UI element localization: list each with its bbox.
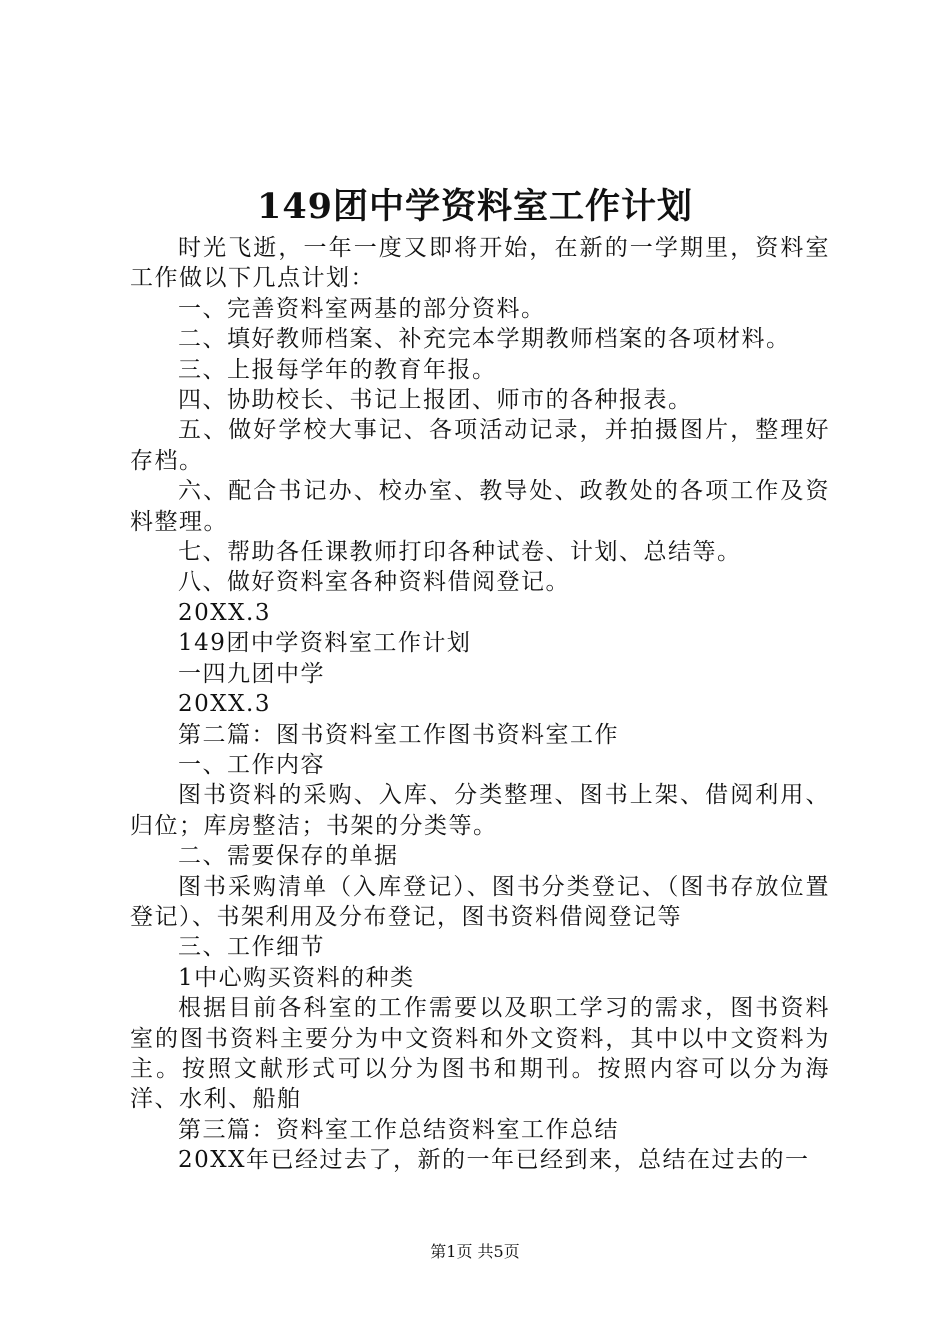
paragraph: 二、需要保存的单据	[178, 843, 399, 870]
paragraph: 四、协助校长、书记上报团、师市的各种报表。	[178, 387, 693, 414]
paragraph: 时光飞逝，一年一度又即将开始，在新的一学期里，资料室工作做以下几点计划：	[130, 235, 830, 292]
paragraph: 五、做好学校大事记、各项活动记录，并拍摄图片，整理好存档。	[130, 417, 830, 474]
paragraph: 图书采购清单（入库登记）、图书分类登记、（图书存放位置登记）、书架利用及分布登记，图书资料借阅登记等	[130, 873, 830, 930]
paragraph: 三、上报每学年的教育年报。	[178, 356, 497, 383]
document-title: 149团中学资料室工作计划	[256, 186, 694, 227]
paragraph: 20XX年已经过去了，新的一年已经到来，总结在过去的一	[178, 1147, 810, 1174]
paragraph: 八、做好资料室各种资料借阅登记。	[178, 569, 570, 596]
paragraph: 一、工作内容	[178, 751, 325, 778]
paragraph: 根据目前各科室的工作需要以及职工学习的需求，图书资料室的图书资料主要分为中文资料和外文资料，其中以中文资料为主。按照文献形式可以分为图书和期刊。按照内容可以分为海洋、水利、船舶	[130, 995, 830, 1113]
section-heading: 第二篇：图书资料室工作图书资料室工作	[178, 721, 619, 748]
paragraph: 1中心购买资料的种类	[178, 964, 415, 991]
section-heading: 第三篇：资料室工作总结资料室工作总结	[178, 1116, 619, 1143]
paragraph: 三、工作细节	[178, 934, 325, 961]
paragraph: 149团中学资料室工作计划	[178, 630, 472, 657]
date-line: 20XX.3	[178, 691, 271, 718]
page-footer: 第1页 共5页	[430, 1242, 520, 1261]
date-line: 20XX.3	[178, 599, 271, 626]
paragraph: 一、完善资料室两基的部分资料。	[178, 295, 546, 322]
document-body	[130, 233, 830, 1176]
paragraph: 六、配合书记办、校办室、教导处、政教处的各项工作及资料整理。	[130, 478, 830, 535]
paragraph: 七、帮助各任课教师打印各种试卷、计划、总结等。	[178, 539, 742, 566]
paragraph: 二、填好教师档案、补充完本学期教师档案的各项材料。	[178, 326, 791, 353]
paragraph: 图书资料的采购、入库、分类整理、图书上架、借阅利用、归位；库房整洁；书架的分类等。	[130, 782, 830, 839]
paragraph: 一四九团中学	[178, 660, 325, 687]
